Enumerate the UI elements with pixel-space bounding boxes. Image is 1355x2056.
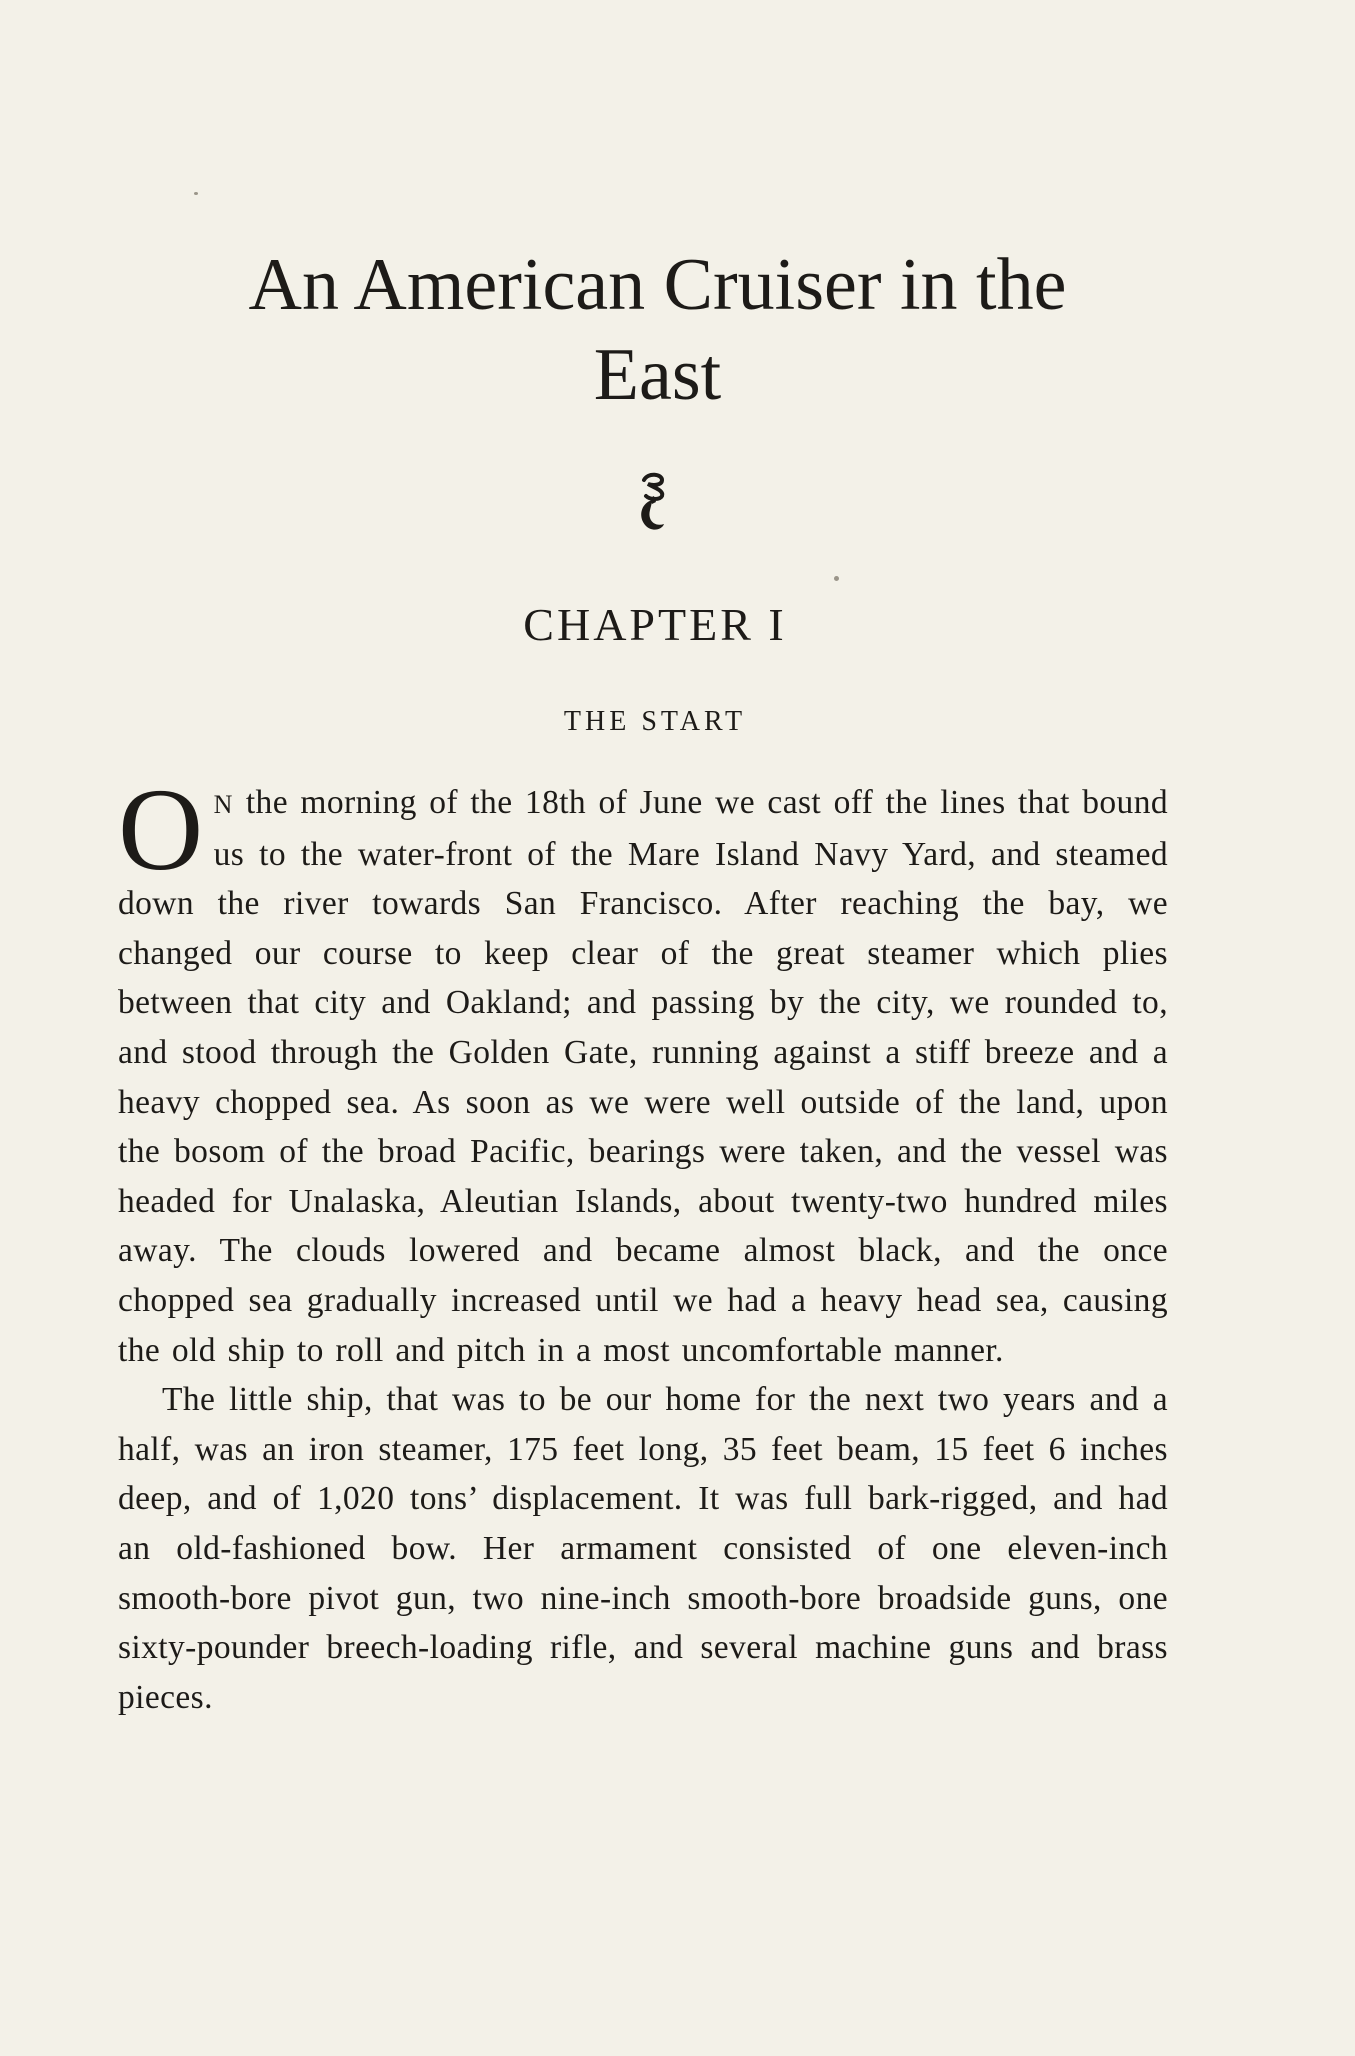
small-cap-lead: N xyxy=(213,790,234,819)
book-title xyxy=(0,240,1315,420)
fleuron-ornament-svg xyxy=(632,470,672,534)
fleuron-ornament-icon xyxy=(632,470,672,534)
chapter-heading: CHAPTER I xyxy=(523,599,787,650)
book-title-line-1: An American Cruiser in the xyxy=(248,244,1067,326)
chapter-body xyxy=(118,764,1168,1722)
paper-speck xyxy=(194,192,198,195)
book-title-line-2: East xyxy=(593,334,722,416)
paragraph-text: the morning of the 18th of June we cast off the lines that bound us to the water-front of the Mare Island Navy Yard, and steamed down the river towards San Francisco. After reaching the bay, we changed our course to keep clear of the great steamer which plies between that city and Oakland; and passing by the city, we rounded to, and stood through the Golden Gate, running against a stiff breeze and a heavy chopped sea. As soon as we were well outside of the land, upon the bosom of the broad Pacific, bearings were taken, and the vessel was headed for Unalaska, Aleutian Islands, about twenty-two hundred miles away. The clouds lowered and became almost black, and the once chopped sea gradually increased until we had a heavy head sea, causing the old ship to roll and pitch in a most uncomfortable manner. xyxy=(118,784,1168,1369)
paragraph: The little ship, that was to be our home for the next two years and a half, was an iron steamer, 175 feet long, 35 feet beam, 15 feet 6 inches deep, and of 1,020 tons’ displacement. It was full bark-rigged, and had an old-fashioned bow. Her armament consisted of one eleven-inch smooth-bore pivot gun, two nine-inch smooth-bore broadside guns, one sixty-pounder breech-loading rifle, and several machine guns and brass pieces. xyxy=(118,1381,1168,1716)
drop-cap: O xyxy=(118,764,204,895)
paper-speck xyxy=(834,576,839,581)
chapter-subtitle: THE START xyxy=(563,706,747,737)
paragraph xyxy=(118,764,1168,1375)
